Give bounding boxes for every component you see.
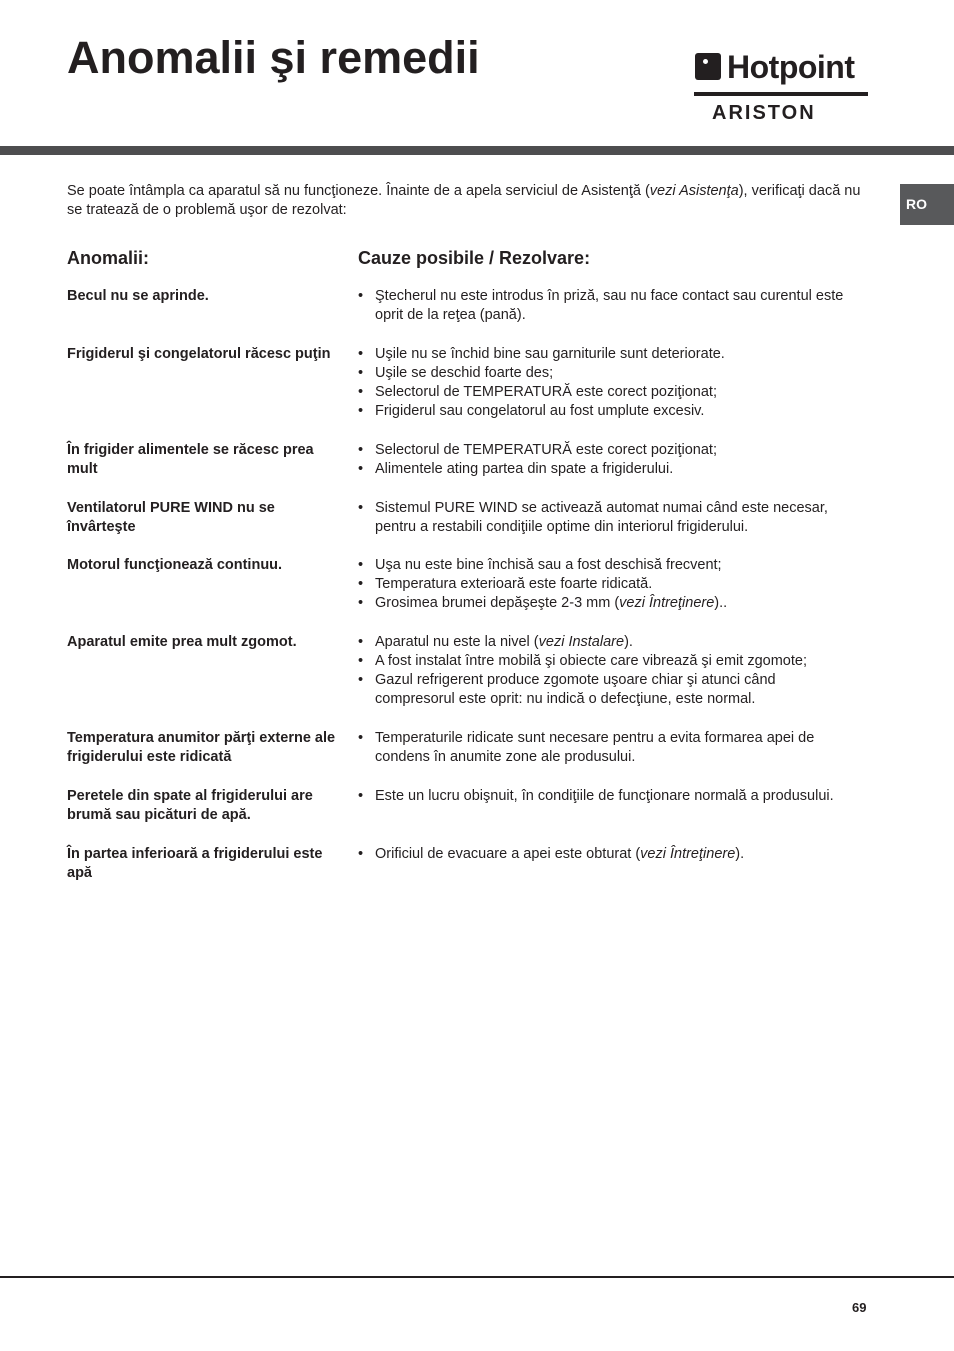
logo-mark-icon bbox=[695, 53, 721, 80]
cause-text: Temperatura exterioară este foarte ridicată. bbox=[375, 576, 653, 592]
intro-link-assistance: vezi Asistenţa bbox=[649, 183, 739, 199]
cause-item bbox=[358, 402, 858, 421]
intro-paragraph bbox=[67, 182, 867, 220]
cause-text: Grosimea brumei depăşeşte 2-3 mm ( bbox=[375, 595, 620, 611]
cause-item bbox=[358, 845, 858, 864]
cause-text: Uşa nu este bine închisă sau a fost deschisă frecvent; bbox=[375, 557, 722, 573]
brand-sub: ARISTON bbox=[712, 102, 816, 124]
logo-divider bbox=[694, 92, 868, 96]
footer-divider bbox=[0, 1276, 954, 1278]
cause-item bbox=[358, 594, 858, 613]
anomaly-label: Ventilatorul PURE WIND nu se învârteşte bbox=[67, 500, 275, 535]
cause-text: Frigiderul sau congelatorul au fost umplute excesiv. bbox=[375, 403, 705, 419]
anomaly-label: Becul nu se aprinde. bbox=[67, 288, 209, 304]
causes-list bbox=[358, 499, 858, 537]
page-title: Anomalii şi remedii bbox=[67, 32, 480, 83]
cause-item bbox=[358, 652, 858, 671]
cause-text: Orificiul de evacuare a apei este obturat ( bbox=[375, 846, 641, 862]
cause-text-end: ).. bbox=[714, 595, 728, 611]
language-tab: RO bbox=[900, 184, 954, 225]
brand-logo bbox=[694, 49, 868, 124]
cause-text: Alimentele ating partea din spate a frigiderului. bbox=[375, 461, 674, 477]
cause-reference: vezi Întreţinere bbox=[619, 595, 715, 611]
cause-item bbox=[358, 633, 858, 652]
anomaly-label: Aparatul emite prea mult zgomot. bbox=[67, 634, 297, 650]
causes-list bbox=[358, 633, 858, 709]
cause-text: Gazul refrigerent produce zgomote uşoare chiar şi atunci când compresorul este oprit: nu indică o defecţiune, este normal. bbox=[375, 672, 776, 707]
cause-reference: vezi Instalare bbox=[538, 634, 625, 650]
brand-main: Hotpoint bbox=[727, 49, 855, 85]
cause-text: A fost instalat între mobilă şi obiecte care vibrează şi emit zgomote; bbox=[375, 653, 807, 669]
causes-list bbox=[358, 729, 858, 767]
anomaly-label: Frigiderul şi congelatorul răcesc puţin bbox=[67, 346, 331, 362]
cause-text: Sistemul PURE WIND se activează automat numai când este necesar, pentru a restabili condiţiile optime din interiorul frigiderului. bbox=[375, 500, 828, 535]
cause-item bbox=[358, 364, 858, 383]
causes-list bbox=[358, 787, 858, 806]
causes-list bbox=[358, 556, 858, 613]
column-heading-causes: Cauze posibile / Rezolvare: bbox=[358, 248, 591, 268]
cause-item bbox=[358, 345, 858, 364]
causes-list bbox=[358, 845, 858, 864]
cause-text: Ştecherul nu este introdus în priză, sau nu face contact sau curentul este oprit de la reţea (pană). bbox=[375, 288, 844, 323]
causes-list bbox=[358, 441, 858, 479]
cause-item bbox=[358, 441, 858, 460]
cause-item bbox=[358, 575, 858, 594]
cause-text: Selectorul de TEMPERATURĂ este corect poziţionat; bbox=[375, 384, 717, 400]
cause-reference: vezi Întreţinere bbox=[640, 846, 736, 862]
anomaly-label: Motorul funcţionează continuu. bbox=[67, 557, 283, 573]
cause-text: Uşile nu se închid bine sau garniturile sunt deteriorate. bbox=[375, 346, 725, 362]
cause-item bbox=[358, 729, 858, 767]
cause-item bbox=[358, 287, 858, 325]
cause-text-end: ). bbox=[735, 846, 745, 862]
intro-text-2: ), verificaţi dacă nu se tratează de o problemă uşor de rezolvat: bbox=[67, 183, 861, 218]
intro-text-1: Se poate întâmpla ca aparatul să nu funcţioneze. Înainte de a apela serviciul de Asistenţă ( bbox=[67, 183, 650, 199]
page-number: 69 bbox=[852, 1300, 867, 1315]
cause-text: Temperaturile ridicate sunt necesare pentru a evita formarea apei de condens în anumite zone ale produsului. bbox=[375, 730, 815, 765]
anomaly-label: Peretele din spate al frigiderului are brumă sau picături de apă. bbox=[67, 788, 313, 823]
cause-text: Uşile se deschid foarte des; bbox=[375, 365, 554, 381]
causes-list bbox=[358, 287, 858, 325]
anomaly-label: Temperatura anumitor părţi externe ale frigiderului este ridicată bbox=[67, 730, 336, 765]
cause-text: Este un lucru obişnuit, în condiţiile de funcţionare normală a produsului. bbox=[375, 788, 834, 804]
anomaly-label: În partea inferioară a frigiderului este apă bbox=[67, 846, 323, 881]
header-divider bbox=[0, 146, 954, 155]
cause-text: Aparatul nu este la nivel ( bbox=[375, 634, 539, 650]
cause-text: Selectorul de TEMPERATURĂ este corect poziţionat; bbox=[375, 442, 717, 458]
cause-item bbox=[358, 460, 858, 479]
cause-item bbox=[358, 383, 858, 402]
cause-text-end: ). bbox=[624, 634, 633, 650]
anomaly-label: În frigider alimentele se răcesc prea mult bbox=[67, 442, 314, 477]
causes-list bbox=[358, 345, 858, 421]
cause-item bbox=[358, 787, 858, 806]
cause-item bbox=[358, 499, 858, 537]
cause-item bbox=[358, 556, 858, 575]
cause-item bbox=[358, 671, 858, 709]
column-heading-anomalies: Anomalii: bbox=[67, 248, 150, 268]
